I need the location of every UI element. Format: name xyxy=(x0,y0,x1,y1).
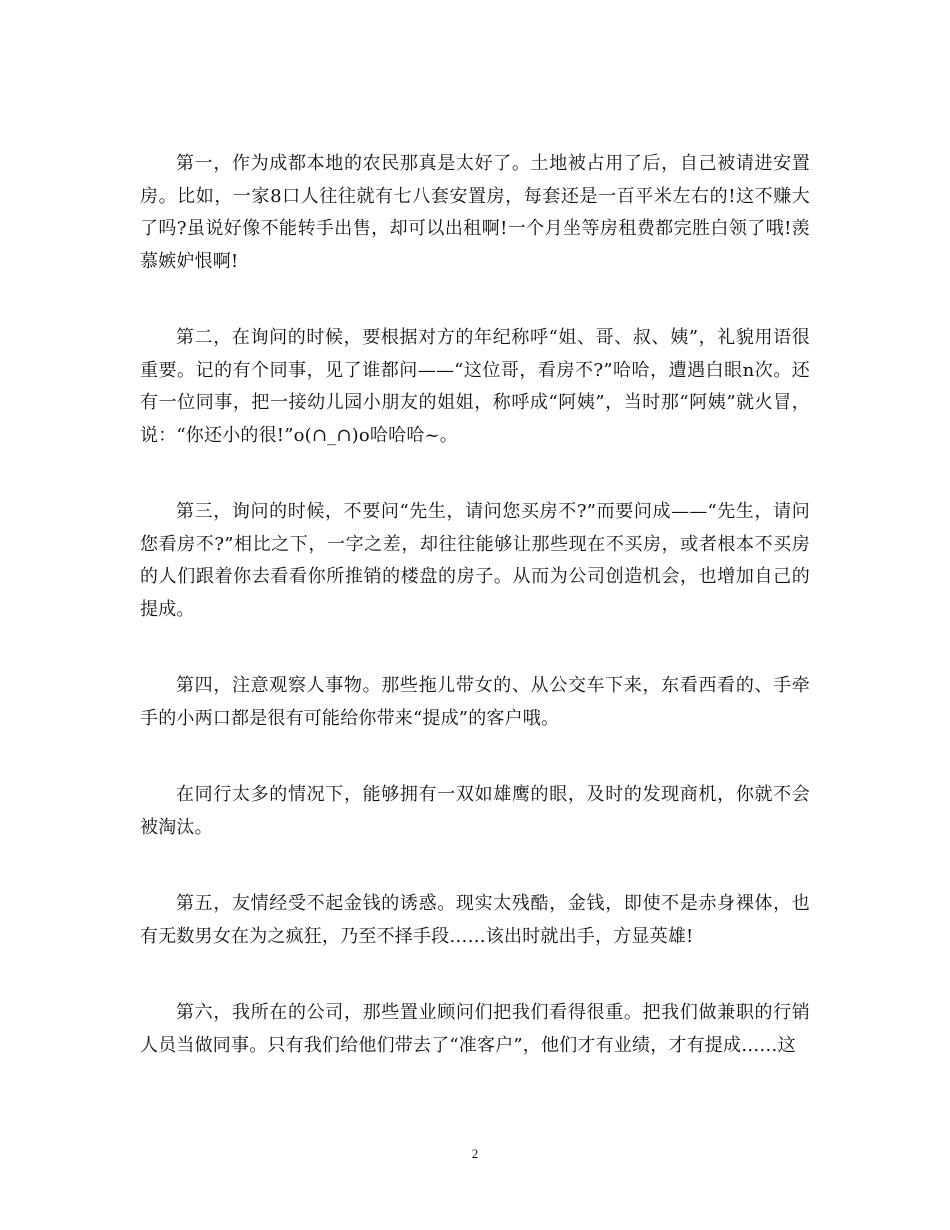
paragraph-3: 第三，询问的时候，不要问“先生，请问您买房不?”而要问成——“先生，请问您看房不?”相比之下，一字之差，却往往能够让那些现在不买房，或者根本不买房的人们跟着你去看看你所推销的楼盘的房子。从而为公司创造机会，也增加自己的提成。 xyxy=(140,501,810,620)
paragraph-2: 第二，在询问的时候，要根据对方的年纪称呼“姐、哥、叔、姨”，礼貌用语很重要。记的有个同事，见了谁都问——“这位哥，看房不?”哈哈，遭遇白眼n次。还有一位同事，把一接幼儿园小朋友的姐姐，称呼成“阿姨”，当时那“阿姨”就火冒，说：“你还小的很!”o(∩_∩)o哈哈哈~。 xyxy=(140,327,810,446)
paragraph-5: 在同行太多的情况下，能够拥有一双如雄鹰的眼，及时的发现商机，你就不会被淘汰。 xyxy=(140,784,810,838)
paragraph-7: 第六，我所在的公司，那些置业顾问们把我们看得很重。把我们做兼职的行销人员当做同事。只有我们给他们带去了“准客户”，他们才有业绩，才有提成……这 xyxy=(140,1002,810,1056)
paragraph-1: 第一，作为成都本地的农民那真是太好了。土地被占用了后，自己被请进安置房。比如，一家8口人往往就有七八套安置房，每套还是一百平米左右的!这不赚大了吗?虽说好像不能转手出售，却可以出租啊!一个月坐等房租费都完胜白领了哦!羡慕嫉妒恨啊! xyxy=(140,153,810,272)
document-body xyxy=(140,148,810,1106)
page-number: 2 xyxy=(471,1146,479,1161)
paragraph-4: 第四，注意观察人事物。那些拖儿带女的、从公交车下来，东看西看的、手牵手的小两口都是很有可能给你带来“提成”的客户哦。 xyxy=(140,675,810,729)
paragraph-6: 第五，友情经受不起金钱的诱惑。现实太残酷，金钱，即使不是赤身裸体，也有无数男女在为之疯狂，乃至不择手段……该出时就出手，方显英雄! xyxy=(140,893,810,947)
